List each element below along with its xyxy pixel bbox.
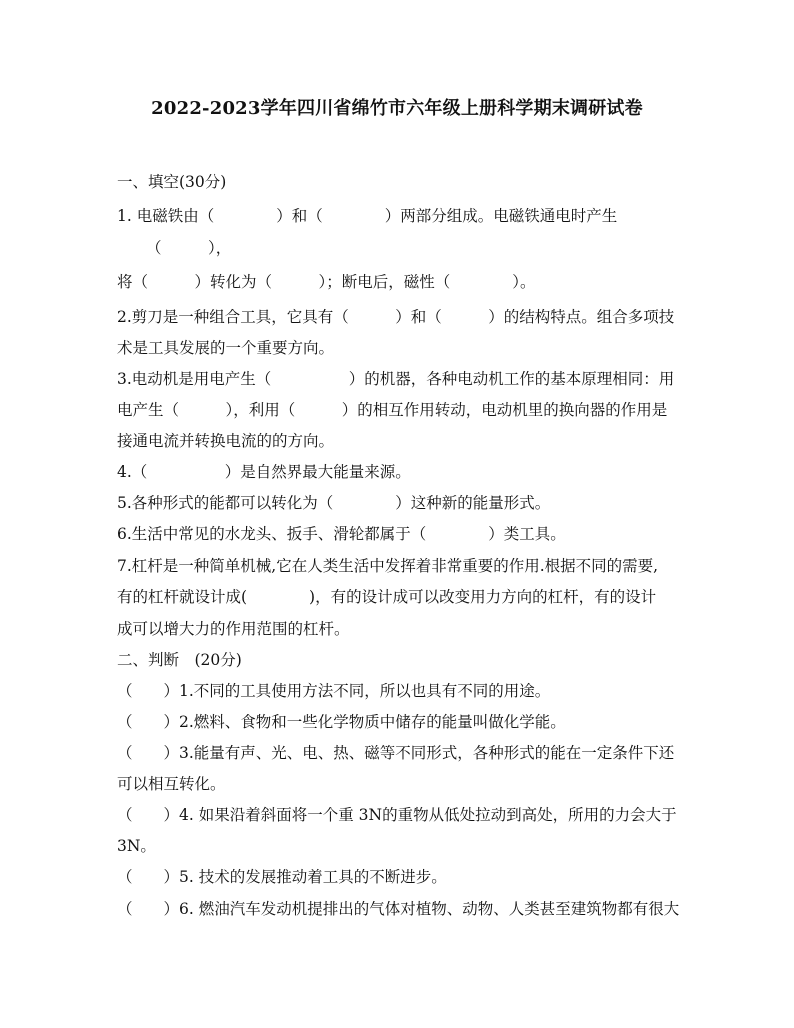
- document-title: 2022-2023学年四川省绵竹市六年级上册科学期末调研试卷: [151, 98, 643, 119]
- question-line: 2.剪刀是一种组合工具，它具有（ ）和（ ）的结构特点。组合多项技: [117, 308, 675, 326]
- judgment-line: （ ）2.燃料、食物和一些化学物质中储存的能量叫做化学能。: [117, 713, 566, 731]
- judgment-line: 3N。: [117, 837, 156, 855]
- judgment-line: （ ）3.能量有声、光、电、热、磁等不同形式，各种形式的能在一定条件下还: [117, 744, 675, 762]
- judgment-line: （ ）4. 如果沿着斜面将一个重 3N的重物从低处拉动到高处，所用的力会大于: [117, 806, 677, 824]
- question-line: 4.（ ）是自然界最大能量来源。: [117, 463, 411, 481]
- question-line: 6.生活中常见的水龙头、扳手、滑轮都属于（ ）类工具。: [117, 525, 566, 543]
- question-line: 有的杠杆就设计成( )，有的设计成可以改变用力方向的杠杆，有的设计: [117, 588, 657, 606]
- judgment-line: （ ）6. 燃油汽车发动机提排出的气体对植物、动物、人类甚至建筑物都有很大: [117, 900, 680, 918]
- section-heading-fill-blank: 一、填空(30分): [117, 173, 227, 191]
- question-line: 成可以增大力的作用范围的杠杆。: [117, 620, 350, 638]
- question-line: 3.电动机是用电产生（ ）的机器，各种电动机工作的基本原理相同：用: [117, 370, 675, 388]
- question-line: 1. 电磁铁由（ ）和（ ）两部分组成。电磁铁通电时产生: [117, 207, 618, 225]
- question-line: 将（ ）转化为（ ）；断电后，磁性（ ）。: [117, 273, 536, 291]
- question-line: 5.各种形式的能都可以转化为（ ）这种新的能量形式。: [117, 494, 551, 512]
- question-line: 术是工具发展的一个重要方向。: [117, 339, 335, 357]
- section-heading-true-false: 二、判断 (20分): [117, 651, 242, 669]
- judgment-line: （ ）5. 技术的发展推动着工具的不断进步。: [117, 868, 447, 886]
- judgment-line: （ ）1.不同的工具使用方法不同，所以也具有不同的用途。: [117, 682, 551, 700]
- question-line: （ ），: [146, 239, 232, 257]
- judgment-line: 可以相互转化。: [117, 775, 226, 793]
- question-line: 7.杠杆是一种简单机械,它在人类生活中发挥着非常重要的作用.根据不同的需要,: [117, 557, 659, 575]
- question-line: 接通电流并转换电流的的方向。: [117, 432, 335, 450]
- question-line: 电产生（ ），利用（ ）的相互作用转动，电动机里的换向器的作用是: [117, 401, 668, 419]
